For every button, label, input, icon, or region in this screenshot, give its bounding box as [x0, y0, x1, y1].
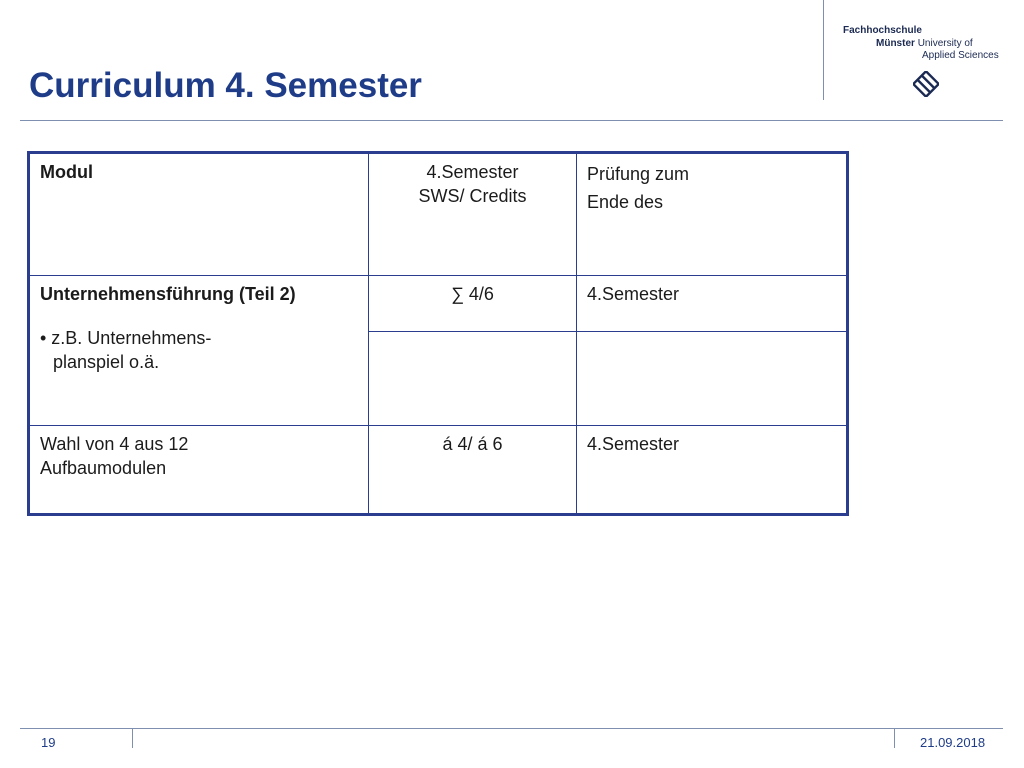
slide-date: 21.09.2018 — [920, 735, 986, 750]
curriculum-table — [27, 151, 849, 516]
footer-divider-left — [132, 728, 133, 748]
row1-modul — [29, 276, 369, 426]
row2-modul-line1: Wahl von 4 aus 12 — [40, 434, 189, 454]
header-modul: Modul — [29, 153, 369, 276]
row1-bullet-line2: planspiel o.ä. — [53, 352, 160, 372]
slide-title: Curriculum 4. Semester — [29, 66, 422, 105]
header-pruefung — [577, 153, 848, 276]
row2-pruefung: 4.Semester — [577, 426, 848, 515]
header-divider — [823, 0, 824, 100]
table-row — [29, 276, 848, 332]
university-logo — [843, 24, 1013, 104]
table-row — [29, 426, 848, 515]
footer-divider-right — [894, 728, 895, 748]
header-semester — [369, 153, 577, 276]
header-semester-line1: 4.Semester — [426, 162, 519, 182]
header-pruefung-line1: Prüfung zum — [587, 164, 690, 184]
row1-credits: ∑ 4/6 — [369, 276, 577, 332]
header-rule — [20, 120, 1003, 121]
row1-bullet — [40, 326, 358, 374]
header-pruefung-line2: Ende des — [587, 192, 664, 212]
row2-modul-line2: Aufbaumodulen — [40, 458, 167, 478]
university-emblem-icon — [913, 71, 939, 97]
page-number: 19 — [41, 735, 56, 750]
row2-credits: á 4/ á 6 — [369, 426, 577, 515]
logo-line-2: Münster University of — [876, 38, 973, 49]
table-header-row — [29, 153, 848, 276]
row1-bullet-line1: • z.B. Unternehmens- — [40, 328, 212, 348]
logo-line-1: Fachhochschule — [843, 25, 922, 36]
row1-modul-title: Unternehmensführung (Teil 2) — [40, 284, 296, 304]
footer-rule — [20, 728, 1003, 729]
row1-pruefung: 4.Semester — [577, 276, 848, 332]
header-semester-line2: SWS/ Credits — [418, 186, 527, 206]
row1-credits-empty — [369, 332, 577, 426]
row1-pruefung-empty — [577, 332, 848, 426]
logo-line-3: Applied Sciences — [922, 50, 999, 61]
row2-modul — [29, 426, 369, 515]
